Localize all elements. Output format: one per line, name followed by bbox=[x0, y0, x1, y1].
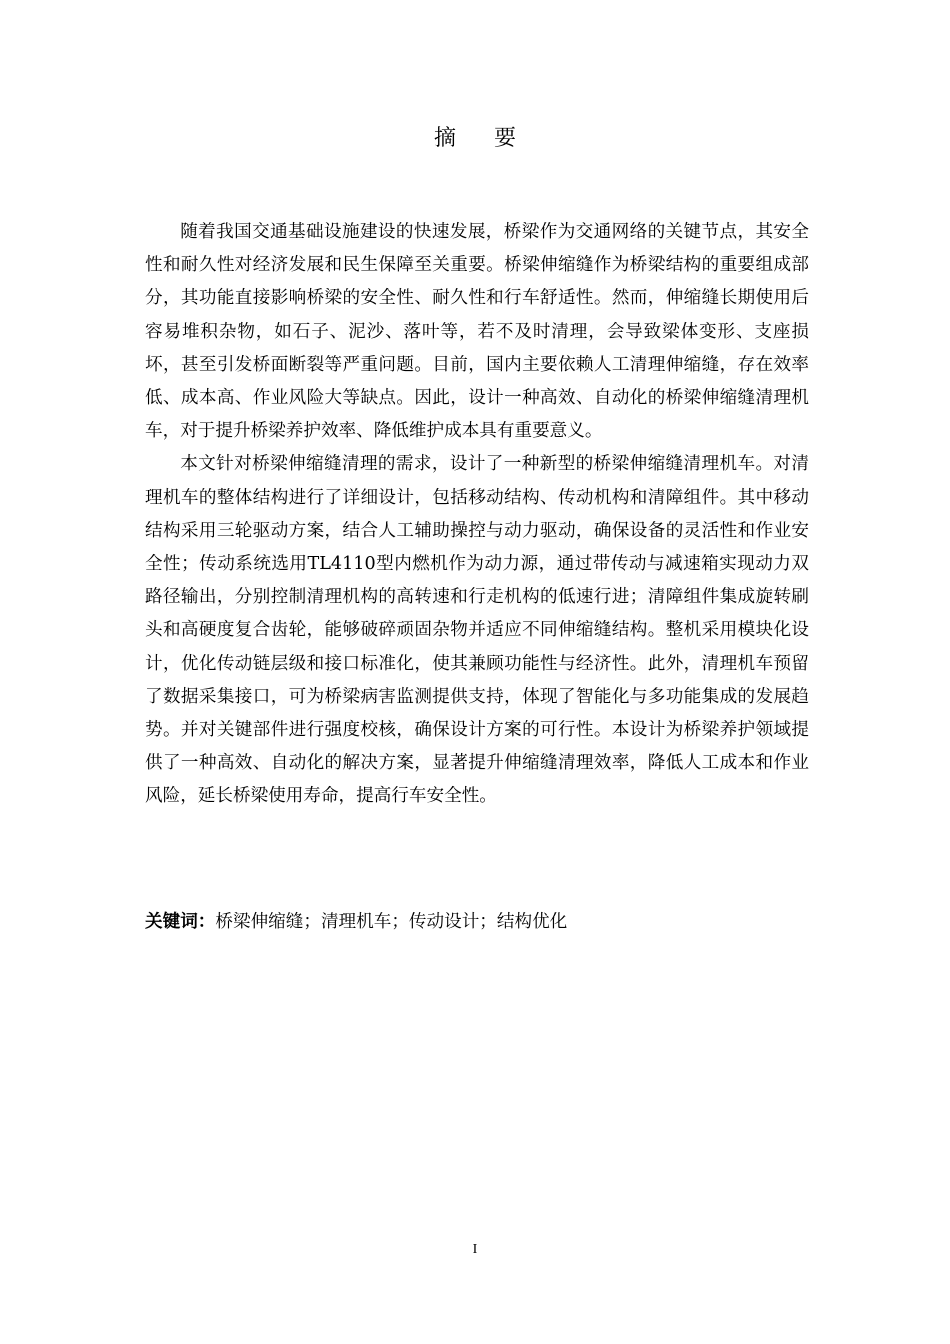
keywords-text: 桥梁伸缩缝；清理机车；传动设计；结构优化 bbox=[215, 912, 568, 932]
abstract-title: 摘要 bbox=[433, 126, 554, 151]
keywords-label: 关键词： bbox=[145, 912, 216, 932]
abstract-paragraph-1: 随着我国交通基础设施建设的快速发展，桥梁作为交通网络的关键节点，其安全性和耐久性对经济发展和民生保障至关重要。桥梁伸缩缝作为桥梁结构的重要组成部分，其功能直接影响桥梁的安全性、耐久性和行车舒适性。然而，伸缩缝长期使用后容易堆积杂物，如石子、泥沙、落叶等，若不及时清理，会导致梁体变形、支座损坏，甚至引发桥面断裂等严重问题。目前，国内主要依赖人工清理伸缩缝，存在效率低、成本高、作业风险大等缺点。因此，设计一种高效、自动化的桥梁伸缩缝清理机车，对于提升桥梁养护效率、降低维护成本具有重要意义。 bbox=[145, 222, 809, 442]
abstract-paragraph-2: 本文针对桥梁伸缩缝清理的需求，设计了一种新型的桥梁伸缩缝清理机车。对清理机车的整体结构进行了详细设计，包括移动结构、传动机构和清障组件。其中移动结构采用三轮驱动方案，结合人工辅助操控与动力驱动，确保设备的灵活性和作业安全性；传动系统选用TL4110型内燃机作为动力源，通过带传动与减速箱实现动力双路径输出，分别控制清理机构的高转速和行走机构的低速行进；清障组件集成旋转刷头和高硬度复合齿轮，能够破碎顽固杂物并适应不同伸缩缝结构。整机采用模块化设计，优化传动链层级和接口标准化，使其兼顾功能性与经济性。此外，清理机车预留了数据采集接口，可为桥梁病害监测提供支持，体现了智能化与多功能集成的发展趋势。并对关键部件进行强度校核，确保设计方案的可行性。本设计为桥梁养护领域提供了一种高效、自动化的解决方案，显著提升伸缩缝清理效率，降低人工成本和作业风险，延长桥梁使用寿命，提高行车安全性。 bbox=[145, 454, 809, 807]
keywords-line bbox=[145, 906, 809, 939]
abstract-body bbox=[145, 216, 809, 814]
page-number: I bbox=[472, 1242, 478, 1257]
